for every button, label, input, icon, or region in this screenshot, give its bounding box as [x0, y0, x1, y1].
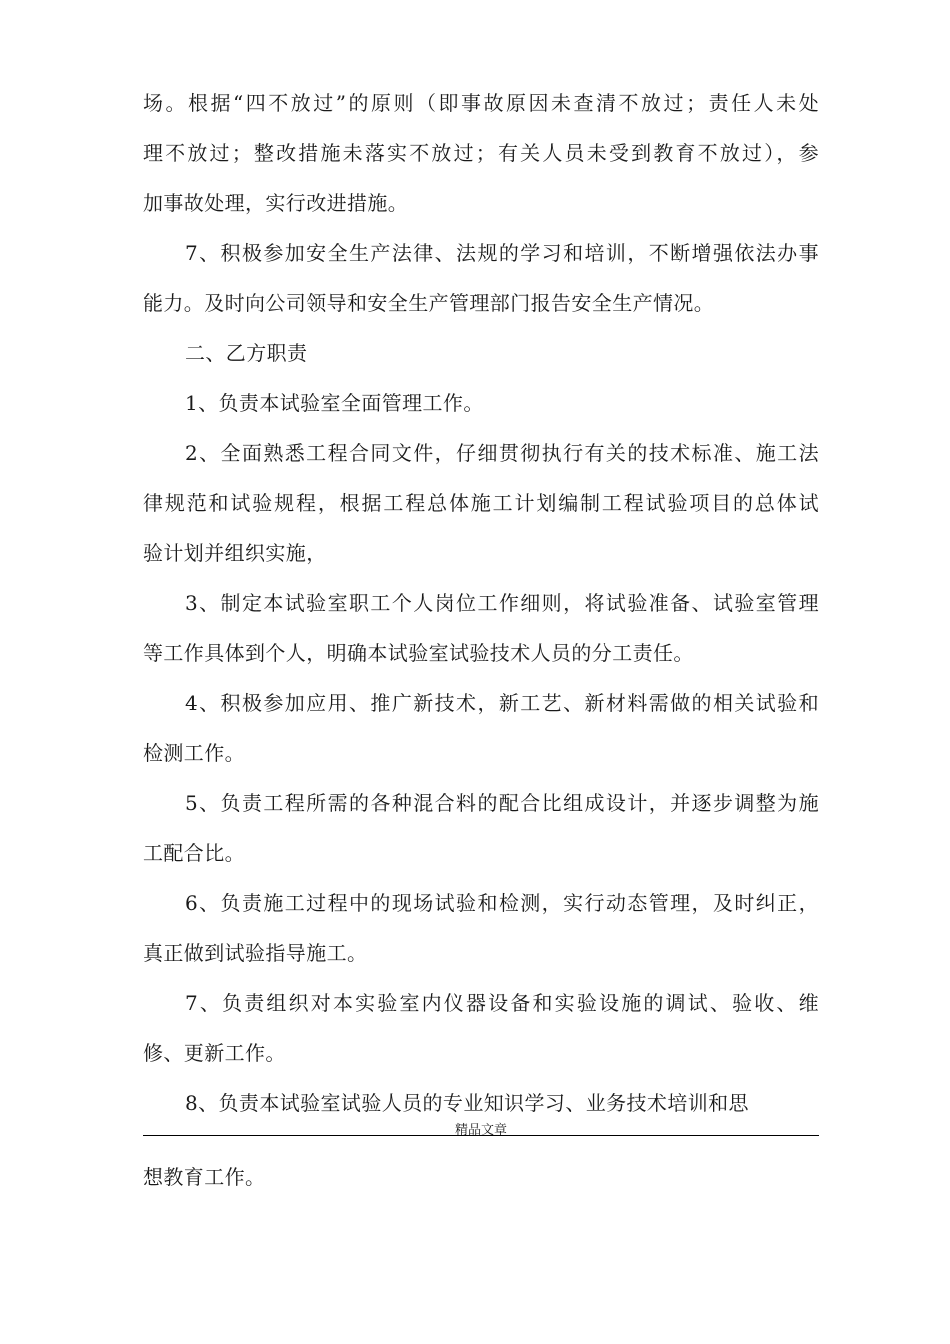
text-line: 检测工作。 — [143, 741, 245, 765]
text-line: 8、负责本试验室试验人员的专业知识学习、业务技术培训和思 — [185, 1091, 749, 1115]
text-line: 5、负责工程所需的各种混合料的配合比组成设计，并逐步调整为施 — [185, 791, 819, 815]
text-line: 2、全面熟悉工程合同文件，仔细贯彻执行有关的技术标准、施工法 — [185, 441, 819, 465]
text-line: 理不放过；整改措施未落实不放过；有关人员未受到教育不放过），参 — [143, 141, 819, 165]
text-line: 4、积极参加应用、推广新技术，新工艺、新材料需做的相关试验和 — [185, 691, 819, 715]
document-body — [143, 78, 819, 1128]
text-line: 工配合比。 — [143, 841, 245, 865]
text-line: 7、积极参加安全生产法律、法规的学习和培训，不断增强依法办事 — [185, 241, 819, 265]
text-line: 7、负责组织对本实验室内仪器设备和实验设施的调试、验收、维 — [185, 991, 819, 1015]
text-line: 1、负责本试验室全面管理工作。 — [185, 391, 484, 415]
text-line: 加事故处理，实行改进措施。 — [143, 191, 409, 215]
text-line: 修、更新工作。 — [143, 1041, 286, 1065]
text-line: 律规范和试验规程，根据工程总体施工计划编制工程试验项目的总体试 — [143, 491, 819, 515]
text-line: 6、负责施工过程中的现场试验和检测，实行动态管理，及时纠正， — [185, 891, 819, 915]
text-line: 能力。及时向公司领导和安全生产管理部门报告安全生产情况。 — [143, 291, 715, 315]
text-line: 等工作具体到个人，明确本试验室试验技术人员的分工责任。 — [143, 641, 694, 665]
text-line: 场。根据“四不放过”的原则（即事故原因未查清不放过；责任人未处 — [143, 91, 819, 115]
section-heading: 二、乙方职责 — [185, 341, 308, 365]
continuation-body — [143, 1152, 819, 1202]
page-footer-label: 精品文章 — [454, 1123, 507, 1138]
text-line: 想教育工作。 — [143, 1165, 266, 1189]
footer-divider — [143, 1135, 819, 1136]
text-line: 真正做到试验指导施工。 — [143, 941, 368, 965]
text-line: 3、制定本试验室职工个人岗位工作细则，将试验准备、试验室管理 — [185, 591, 819, 615]
text-line: 验计划并组织实施， — [143, 541, 327, 565]
